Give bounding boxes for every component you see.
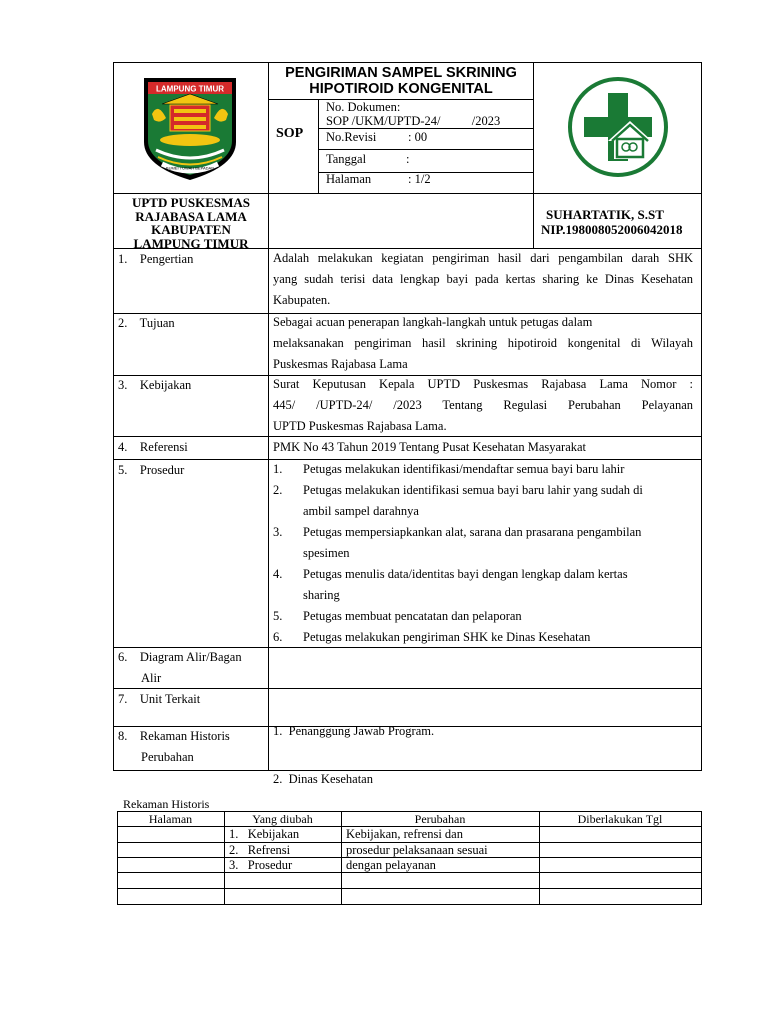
row-label-unit: 7. Unit Terkait <box>118 692 201 706</box>
row-content-referensi: PMK No 43 Tahun 2019 Tentang Pusat Kesehatan Masyarakat <box>273 440 587 454</box>
prosedur-list <box>273 459 698 648</box>
row-content-tujuan <box>273 312 693 375</box>
org-line-4: LAMPUNG TIMUR <box>133 235 249 251</box>
tujuan-line-3: Puskesmas Rajabasa Lama <box>273 357 408 371</box>
row-label-prosedur: 5. Prosedur <box>118 463 185 477</box>
tanggal-label: Tanggal <box>326 152 367 166</box>
no-revisi-label: No.Revisi <box>326 130 377 144</box>
history-col-tgl: Diberlakukan Tgl <box>577 812 663 826</box>
no-dokumen-label: No. Dokumen: <box>326 100 401 114</box>
pengertian-line-1: Adalah melakukan kegiatan pengiriman hasil dari pengambilan darah SHK <box>273 251 693 265</box>
no-dokumen-value: SOP /UKM/UPTD-24/ /2023 <box>326 114 501 128</box>
kebijakan-line-1: Surat Keputusan Kepala UPTD Puskesmas Rajabasa Lama Nomor : <box>273 377 693 391</box>
row-content-pengertian <box>273 248 693 311</box>
history-col-yang-diubah: Yang diubah <box>252 812 313 826</box>
row-label-tujuan: 2. Tujuan <box>118 316 175 330</box>
prosedur-item: 2. Petugas melakukan identifikasi semua bayi baru lahir yang sudah di ambil sampel darahnya <box>273 483 643 518</box>
lampung-timur-logo <box>140 74 240 182</box>
row-content-kebijakan <box>273 374 693 437</box>
history-change-desc: Kebijakan, refrensi dan prosedur pelaksanaan sesuai dengan pelayanan <box>346 827 488 872</box>
halaman-label: Halaman <box>326 172 372 186</box>
history-changed-item: 1. Kebijakan <box>229 827 300 841</box>
org-line-1: UPTD PUSKESMAS <box>131 195 251 210</box>
prosedur-item: 5. Petugas membuat pencatatan dan pelaporan <box>273 609 522 623</box>
history-col-perubahan: Perubahan <box>414 812 466 826</box>
row-label-diagram: 6. Diagram Alir/Bagan Alir <box>118 650 242 685</box>
tujuan-line-2: melaksanakan pengiriman hasil skrining hipotiroid kongenital di Wilayah <box>273 336 693 350</box>
unit-list <box>273 691 434 803</box>
tujuan-line-1: Sebagai acuan penerapan langkah-langkah untuk petugas dalam <box>273 315 593 329</box>
signer-nip: NIP.198008052006042018 <box>541 222 683 237</box>
history-changed-item: 3. Prosedur <box>229 858 293 872</box>
sop-label: SOP <box>276 126 304 141</box>
signer-name: SUHARTATIK, S.ST <box>546 207 664 222</box>
row-label-pengertian: 1. Pengertian <box>118 252 194 266</box>
logo-left-motto: BUMEI TUWAH BEPADAN <box>165 165 215 171</box>
row-label-kebijakan: 3. Kebijakan <box>118 378 192 392</box>
org-line-3: KABUPATEN <box>151 222 231 237</box>
logo-left-text: LAMPUNG TIMUR <box>156 84 224 94</box>
row-label-rekaman: 8. Rekaman Historis Perubahan <box>118 729 230 764</box>
org-line-2: RAJABASA LAMA <box>135 208 247 224</box>
pengertian-line-2: yang sudah terisi data lengkap bayi pada kertas sharing ke Dinas Kesehatan <box>273 272 693 286</box>
row-label-referensi: 4. Referensi <box>118 440 188 454</box>
tanggal-value: : <box>406 152 410 166</box>
prosedur-item: 4. Petugas menulis data/identitas bayi dengan lengkap dalam kertas sharing <box>273 567 628 602</box>
puskesmas-logo <box>566 75 670 179</box>
prosedur-item: 3. Petugas mempersiapkankan alat, sarana dan prasarana pengambilan spesimen <box>273 525 642 560</box>
sop-title <box>269 65 533 97</box>
no-revisi-value: : 00 <box>408 130 428 144</box>
kebijakan-line-3: UPTD Puskesmas Rajabasa Lama. <box>273 419 447 433</box>
unit-item: 2. Dinas Kesehatan <box>273 772 373 786</box>
org-name <box>114 196 268 250</box>
halaman-value: : 1/2 <box>408 172 431 186</box>
prosedur-item: 1. Petugas melakukan identifikasi/mendaftar semua bayi baru lahir <box>273 462 625 476</box>
history-col-halaman: Halaman <box>148 812 193 826</box>
title-line-1: PENGIRIMAN SAMPEL SKRINING <box>285 65 517 81</box>
history-title: Rekaman Historis <box>123 797 210 811</box>
history-changed-item: 2. Refrensi <box>229 843 291 857</box>
kebijakan-line-2: 445/ /UPTD-24/ /2023 Tentang Regulasi Perubahan Pelayanan <box>273 398 693 412</box>
pengertian-line-3: Kabupaten. <box>273 293 331 307</box>
prosedur-item: 6. Petugas melakukan pengiriman SHK ke Dinas Kesehatan <box>273 630 591 644</box>
title-line-2: HIPOTIROID KONGENITAL <box>309 81 493 97</box>
unit-item: 1. Penanggung Jawab Program. <box>273 724 435 738</box>
